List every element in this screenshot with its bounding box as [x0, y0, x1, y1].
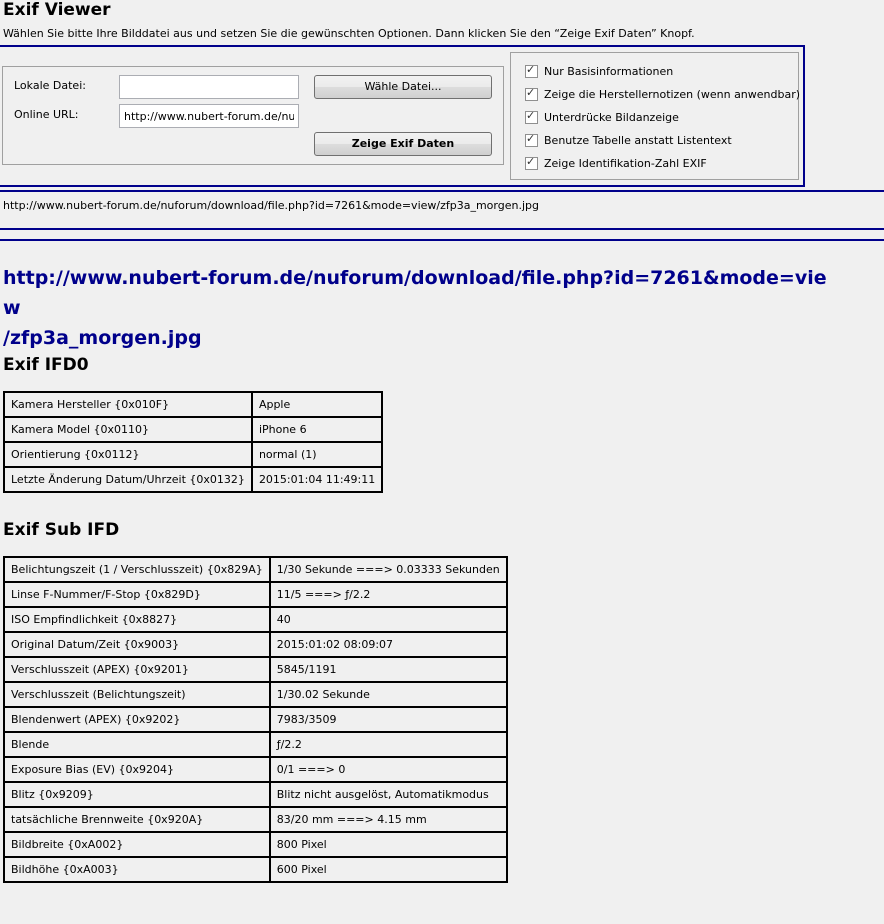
property-cell: Blendenwert (APEX) {0x9202} — [4, 707, 270, 732]
local-file-label: Lokale Datei: — [14, 79, 86, 92]
option-label: Unterdrücke Bildanzeige — [544, 110, 679, 124]
table-row — [4, 682, 507, 707]
value-cell: 11/5 ===> ƒ/2.2 — [270, 582, 507, 607]
property-cell: Letzte Änderung Datum/Uhrzeit {0x0132} — [4, 467, 252, 492]
property-cell: Original Datum/Zeit {0x9003} — [4, 632, 270, 657]
value-cell: 0/1 ===> 0 — [270, 757, 507, 782]
table-row — [4, 832, 507, 857]
separator — [0, 239, 884, 241]
local-file-input[interactable] — [119, 75, 299, 99]
table-row — [4, 732, 507, 757]
property-cell: Verschlusszeit (Belichtungszeit) — [4, 682, 270, 707]
app-title: Exif Viewer — [3, 0, 111, 20]
value-cell: 600 Pixel — [270, 857, 507, 882]
property-cell: tatsächliche Brennweite {0x920A} — [4, 807, 270, 832]
property-cell: Exposure Bias (EV) {0x9204} — [4, 757, 270, 782]
property-cell: Blitz {0x9209} — [4, 782, 270, 807]
property-cell: Belichtungszeit (1 / Verschlusszeit) {0x829A} — [4, 557, 270, 582]
value-cell: 2015:01:02 08:09:07 — [270, 632, 507, 657]
table-row — [4, 757, 507, 782]
option-label: Benutze Tabelle anstatt Listentext — [544, 133, 732, 147]
table-row — [4, 857, 507, 882]
sub-ifd-table — [3, 556, 508, 883]
option-label: Nur Basisinformationen — [544, 64, 674, 78]
value-cell: 1/30.02 Sekunde — [270, 682, 507, 707]
option-suppress-image[interactable] — [525, 109, 679, 125]
checkbox[interactable] — [525, 131, 538, 147]
instructions-text: Wählen Sie bitte Ihre Bilddatei aus und setzen Sie die gewünschten Optionen. Dann klicken Sie den “Zeige Exif Daten” Knopf. — [3, 27, 695, 40]
option-use-table[interactable] — [525, 132, 732, 148]
option-label: Zeige die Herstellernotizen (wenn anwendbar) — [544, 87, 801, 101]
property-cell: Linse F-Nummer/F-Stop {0x829D} — [4, 582, 270, 607]
value-cell: iPhone 6 — [252, 417, 382, 442]
value-cell: 7983/3509 — [270, 707, 507, 732]
table-row — [4, 657, 507, 682]
checkmark-icon: ✓ — [526, 85, 536, 99]
checkbox[interactable] — [525, 62, 538, 78]
table-row — [4, 467, 382, 492]
value-cell: 2015:01:04 11:49:11 — [252, 467, 382, 492]
table-row — [4, 417, 382, 442]
result-url-line: http://www.nubert-forum.de/nuforum/download/file.php?id=7261&mode=view — [3, 267, 827, 319]
property-cell: ISO Empfindlichkeit {0x8827} — [4, 607, 270, 632]
show-exif-data-button[interactable]: Zeige Exif Daten — [314, 132, 492, 156]
value-cell: Blitz nicht ausgelöst, Automatikmodus — [270, 782, 507, 807]
option-show-exif-id[interactable] — [525, 155, 707, 171]
value-cell: ƒ/2.2 — [270, 732, 507, 757]
property-cell: Kamera Hersteller {0x010F} — [4, 392, 252, 417]
table-row — [4, 442, 382, 467]
online-url-label: Online URL: — [14, 108, 79, 121]
sub-ifd-heading: Exif Sub IFD — [3, 520, 120, 540]
property-cell: Blende — [4, 732, 270, 757]
property-cell: Verschlusszeit (APEX) {0x9201} — [4, 657, 270, 682]
table-row — [4, 582, 507, 607]
checkbox[interactable] — [525, 108, 538, 124]
result-url-line: /zfp3a_morgen.jpg — [3, 327, 202, 349]
table-row — [4, 707, 507, 732]
property-cell: Bildbreite {0xA002} — [4, 832, 270, 857]
result-url-heading — [3, 263, 843, 353]
table-row — [4, 632, 507, 657]
table-row — [4, 782, 507, 807]
property-cell: Kamera Model {0x0110} — [4, 417, 252, 442]
value-cell: 1/30 Sekunde ===> 0.03333 Sekunden — [270, 557, 507, 582]
option-basic-info[interactable] — [525, 63, 673, 79]
option-label: Zeige Identifikation-Zahl EXIF — [544, 156, 707, 170]
table-row — [4, 807, 507, 832]
value-cell: Apple — [252, 392, 382, 417]
option-maker-notes[interactable] — [525, 86, 800, 102]
options-group — [510, 52, 799, 180]
separator — [0, 190, 884, 192]
value-cell: 800 Pixel — [270, 832, 507, 857]
table-row — [4, 607, 507, 632]
choose-file-button[interactable]: Wähle Datei... — [314, 75, 492, 99]
property-cell: Orientierung {0x0112} — [4, 442, 252, 467]
source-url-text: http://www.nubert-forum.de/nuforum/download/file.php?id=7261&mode=view/zfp3a_morgen.jpg — [3, 199, 539, 212]
table-row — [4, 392, 382, 417]
checkmark-icon: ✓ — [526, 154, 536, 168]
value-cell: 5845/1191 — [270, 657, 507, 682]
checkbox[interactable] — [525, 85, 538, 101]
online-url-input[interactable] — [119, 104, 299, 128]
checkmark-icon: ✓ — [526, 131, 536, 145]
ifd0-table — [3, 391, 383, 493]
value-cell: normal (1) — [252, 442, 382, 467]
checkmark-icon: ✓ — [526, 62, 536, 76]
table-row — [4, 557, 507, 582]
checkbox[interactable] — [525, 154, 538, 170]
value-cell: 40 — [270, 607, 507, 632]
separator — [0, 228, 884, 230]
checkmark-icon: ✓ — [526, 108, 536, 122]
property-cell: Bildhöhe {0xA003} — [4, 857, 270, 882]
value-cell: 83/20 mm ===> 4.15 mm — [270, 807, 507, 832]
ifd0-heading: Exif IFD0 — [3, 355, 89, 375]
